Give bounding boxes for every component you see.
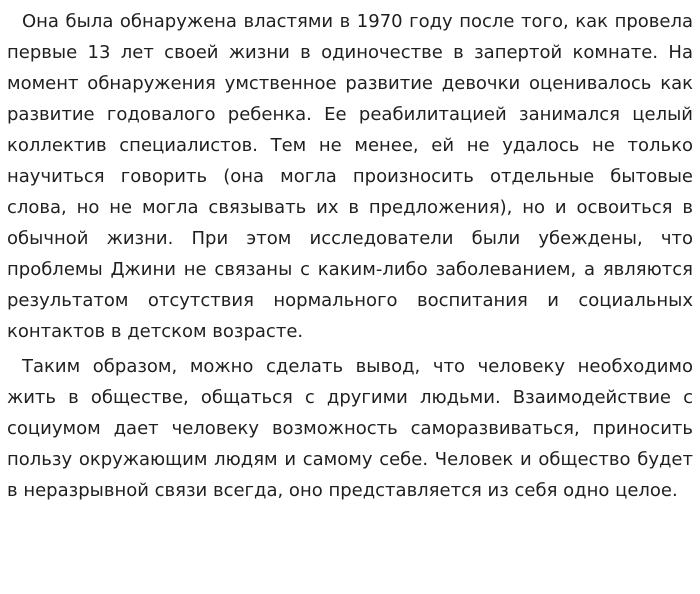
paragraph-conclusion: Таким образом, можно сделать вывод, что человеку необходимо жить в обществе, общаться с другими людьми. Взаимодействие с социумом дает человеку возможность саморазвиваться, приносить пользу окружающим людям и самому себе. Человек и общество будет в неразрывной связи всегда, оно представляется из себя одно целое. — [7, 356, 693, 501]
paragraph-genie-case: Она была обнаружена властями в 1970 году после того, как провела первые 13 лет своей жизни в одиночестве в запертой комнате. На момент обнаружения умственное развитие девочки оценивалось как развитие годовалого ребенка. Ее реабилитацией занимался целый коллектив специалистов. Тем не менее, ей не удалось не только научиться говорить (она могла произносить отдельные бытовые слова, но не могла связывать их в предложения), но и освоиться в обычной жизни. При этом исследователи были убеждены, что проблемы Джини не связаны с каким-либо заболеванием, а являются результатом отсутствия нормального воспитания и социальных контактов в детском возрасте. — [7, 11, 693, 342]
document-text — [7, 6, 693, 510]
